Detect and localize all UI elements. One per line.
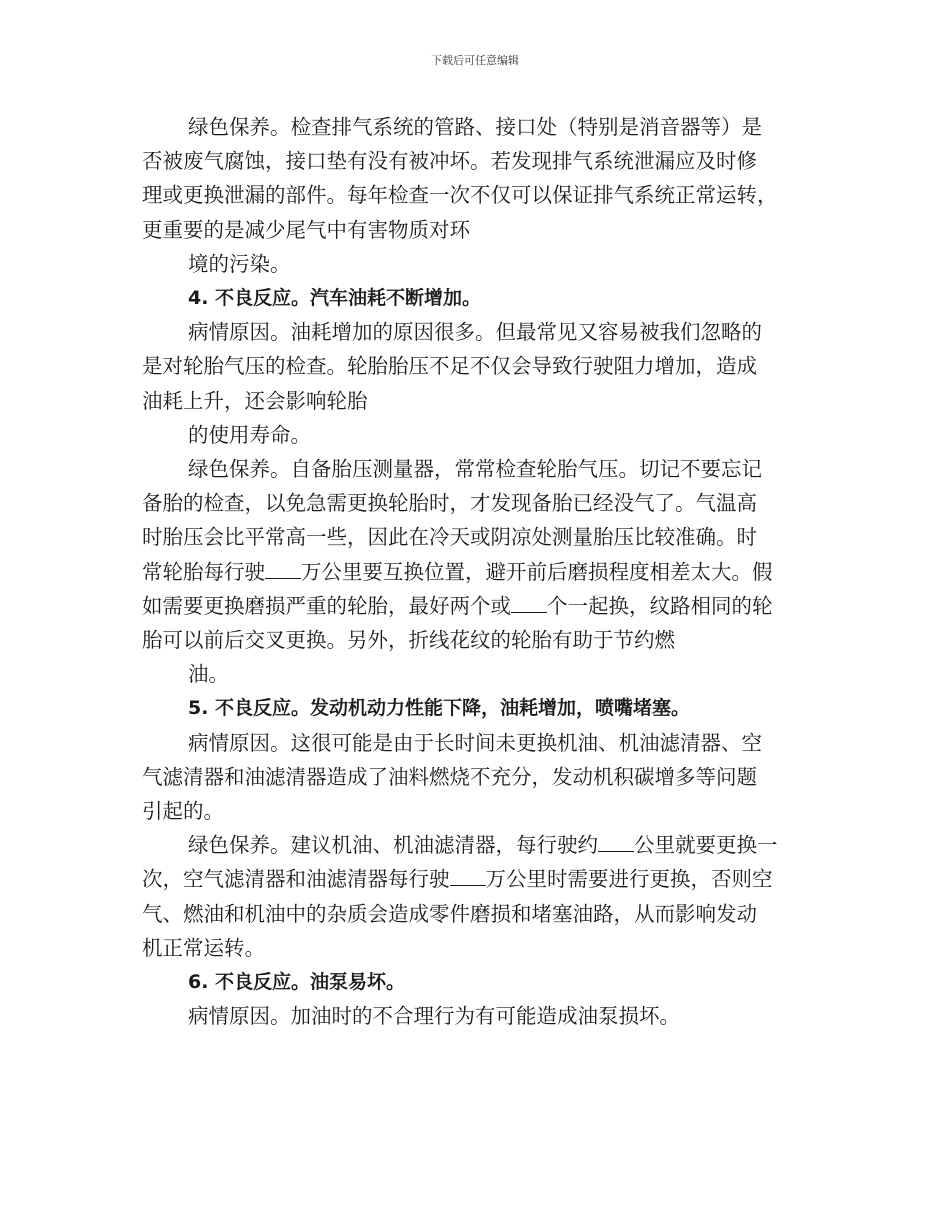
text-line: 气滤清器和油滤清器造成了油料燃烧不充分，发动机积碳增多等问题 <box>142 764 757 789</box>
text-line: 绿色保养。检查排气系统的管路、接口处（特别是消音器等）是 <box>188 115 762 139</box>
text-segment: 万公里时需要进行更换，否则空 <box>485 867 773 892</box>
text-segment: 公里就要更换一 <box>634 833 778 858</box>
fill-in-blank <box>598 833 634 852</box>
text-line: 更重要的是减少尾气中有害物质对环 <box>142 217 470 242</box>
fill-in-blank <box>265 560 301 579</box>
text-line: 引起的。 <box>142 799 224 824</box>
text-line: 病情原因。这很可能是由于长时间未更换机油、机油滤清器、空 <box>188 730 762 755</box>
text-segment: 常轮胎每行驶 <box>142 559 265 584</box>
section-heading: 4. 不良反应。汽车油耗不断增加。 <box>188 287 482 310</box>
fill-in-blank <box>450 867 486 886</box>
text-line <box>142 862 822 896</box>
document-body <box>142 110 822 1033</box>
text-line: 病情原因。加油时的不合理行为有可能造成油泵损坏。 <box>188 1004 680 1029</box>
text-line: 气、燃油和机油中的杂质会造成零件磨损和堵塞油路，从而影响发动 <box>142 901 757 926</box>
text-line: 否被废气腐蚀，接口垫有没有被冲坏。若发现排气系统泄漏应及时修 <box>142 149 757 174</box>
text-line: 的使用寿命。 <box>188 422 311 447</box>
text-line: 油耗上升，还会影响轮胎 <box>142 388 368 413</box>
text-line: 时胎压会比平常高一些，因此在冷天或阴凉处测量胎压比较准确。时 <box>142 525 757 550</box>
section-heading: 6. 不良反应。油泵易坏。 <box>188 971 406 994</box>
text-line: 油。 <box>188 662 229 687</box>
text-line: 病情原因。油耗增加的原因很多。但最常见又容易被我们忽略的 <box>188 320 762 345</box>
text-line: 备胎的检查，以免急需更换轮胎时，才发现备胎已经没气了。气温高 <box>142 491 757 516</box>
fill-in-blank <box>511 594 547 613</box>
text-line: 是对轮胎气压的检查。轮胎胎压不足不仅会导致行驶阻力增加，造成 <box>142 354 757 379</box>
text-segment: 绿色保养。建议机油、机油滤清器，每行驶约 <box>188 833 598 858</box>
text-line: 机正常运转。 <box>142 935 265 960</box>
text-line: 理或更换泄漏的部件。每年检查一次不仅可以保证排气系统正常运转， <box>142 183 778 208</box>
text-line: 境的污染。 <box>188 251 291 276</box>
text-segment: 如需要更换磨损严重的轮胎，最好两个或 <box>142 593 511 618</box>
text-line <box>142 589 822 623</box>
text-line: 胎可以前后交叉更换。另外，折线花纹的轮胎有助于节约燃 <box>142 628 675 653</box>
page-header: 下载后可任意编辑 <box>431 54 519 67</box>
text-segment: 次，空气滤清器和油滤清器每行驶 <box>142 867 450 892</box>
section-heading: 5. 不良反应。发动机动力性能下降，油耗增加，喷嘴堵塞。 <box>188 697 691 720</box>
text-line <box>142 828 822 862</box>
text-line <box>142 555 822 589</box>
text-segment: 个一起换，纹路相同的轮 <box>547 593 773 618</box>
text-segment: 万公里要互换位置，避开前后磨损程度相差太大。假 <box>301 559 773 584</box>
text-line: 绿色保养。自备胎压测量器，常常检查轮胎气压。切记不要忘记 <box>188 457 762 482</box>
